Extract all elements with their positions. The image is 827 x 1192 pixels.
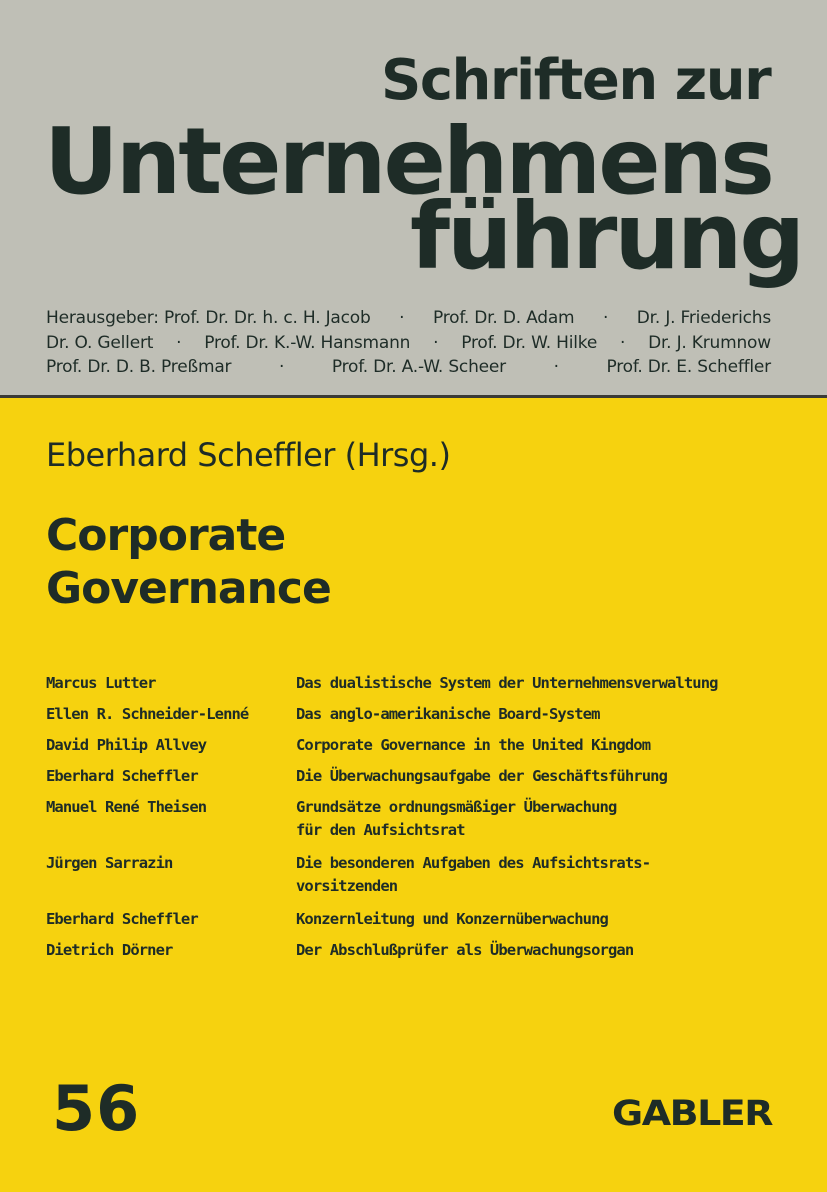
entry-topic-line: Die besonderen Aufgaben des Aufsichtsrats- [296, 854, 651, 872]
editor-name: Prof. Dr. W. Hilke [461, 333, 598, 353]
series-editors-row-2 [46, 333, 771, 353]
contents-entry [46, 672, 786, 695]
contents-list [46, 672, 786, 962]
separator-dot: · [176, 333, 182, 353]
entry-topic [296, 703, 600, 726]
editor-name: Dr. J. Friederichs [636, 308, 771, 328]
entry-author: Marcus Lutter [46, 674, 156, 692]
editor-name: Dr. J. Krumnow [648, 333, 771, 353]
entry-topic-line: vorsitzenden [296, 877, 398, 895]
entry-topic-line: Das dualistische System der Unternehmensverwaltung [296, 674, 718, 692]
editor-name: Herausgeber: Prof. Dr. Dr. h. c. H. Jacob [46, 308, 371, 328]
separator-dot: · [278, 357, 285, 377]
entry-topic [296, 796, 616, 842]
separator-dot: · [399, 308, 405, 328]
entry-author: Manuel René Theisen [46, 798, 207, 816]
book-title-line-1: Corporate [46, 510, 286, 561]
contents-entry [46, 703, 786, 726]
entry-topic-line: Grundsätze ordnungsmäßiger Überwachung [296, 798, 617, 816]
entry-author: Ellen R. Schneider-Lenné [46, 705, 249, 723]
entry-author: Eberhard Scheffler [46, 910, 198, 928]
contents-entry [46, 908, 786, 931]
entry-topic [296, 734, 650, 757]
entry-topic-line: Konzernleitung und Konzernüberwachung [296, 910, 608, 928]
separator-dot: · [433, 333, 439, 353]
entry-topic [296, 852, 650, 898]
entry-topic-line: für den Aufsichtsrat [296, 821, 465, 839]
contents-entry [46, 796, 786, 842]
entry-topic [296, 672, 718, 695]
separator-dot: · [553, 357, 559, 377]
entry-author: Jürgen Sarrazin [46, 854, 173, 872]
book-title-line-2: Governance [46, 563, 331, 614]
entry-topic [296, 765, 667, 788]
entry-author: David Philip Allvey [46, 736, 207, 754]
entry-topic [296, 939, 633, 962]
editor-name: Prof. Dr. A.-W. Scheer [331, 357, 506, 377]
volume-number: 56 [52, 1072, 141, 1145]
separator-dot: · [619, 333, 626, 353]
entry-topic-line: Corporate Governance in the United Kingdom [296, 736, 651, 754]
editor-name: Prof. Dr. E. Scheffler [606, 357, 771, 377]
separator-dot: · [603, 308, 609, 328]
contents-entry [46, 734, 786, 757]
editor-name: Prof. Dr. D. Adam [432, 308, 575, 328]
contents-entry [46, 939, 786, 962]
entry-author: Eberhard Scheffler [46, 767, 198, 785]
entry-topic-line: Das anglo-amerikanische Board-System [296, 705, 600, 723]
contents-entry [46, 765, 786, 788]
entry-topic [296, 908, 608, 931]
editor-name: Prof. Dr. K.-W. Hansmann [204, 333, 411, 353]
publisher-logo: GABLER [612, 1093, 772, 1134]
series-title-line-2: Unternehmens [44, 108, 772, 215]
entry-topic-line: Der Abschlußprüfer als Überwachungsorgan [296, 941, 634, 959]
series-editors-row-3 [46, 357, 771, 377]
editor-name: Dr. O. Gellert [46, 333, 154, 353]
series-header-band [0, 0, 827, 398]
book-editor: Eberhard Scheffler (Hrsg.) [46, 436, 451, 474]
entry-topic-line: Die Überwachungsaufgabe der Geschäftsführung [296, 767, 667, 785]
editor-name: Prof. Dr. D. B. Preßmar [46, 357, 232, 377]
series-title-line-3: führung [410, 183, 803, 290]
series-title-line-1: Schriften zur [381, 48, 771, 113]
series-editors-row-1 [46, 308, 771, 328]
entry-author: Dietrich Dörner [46, 941, 173, 959]
contents-entry [46, 852, 786, 898]
